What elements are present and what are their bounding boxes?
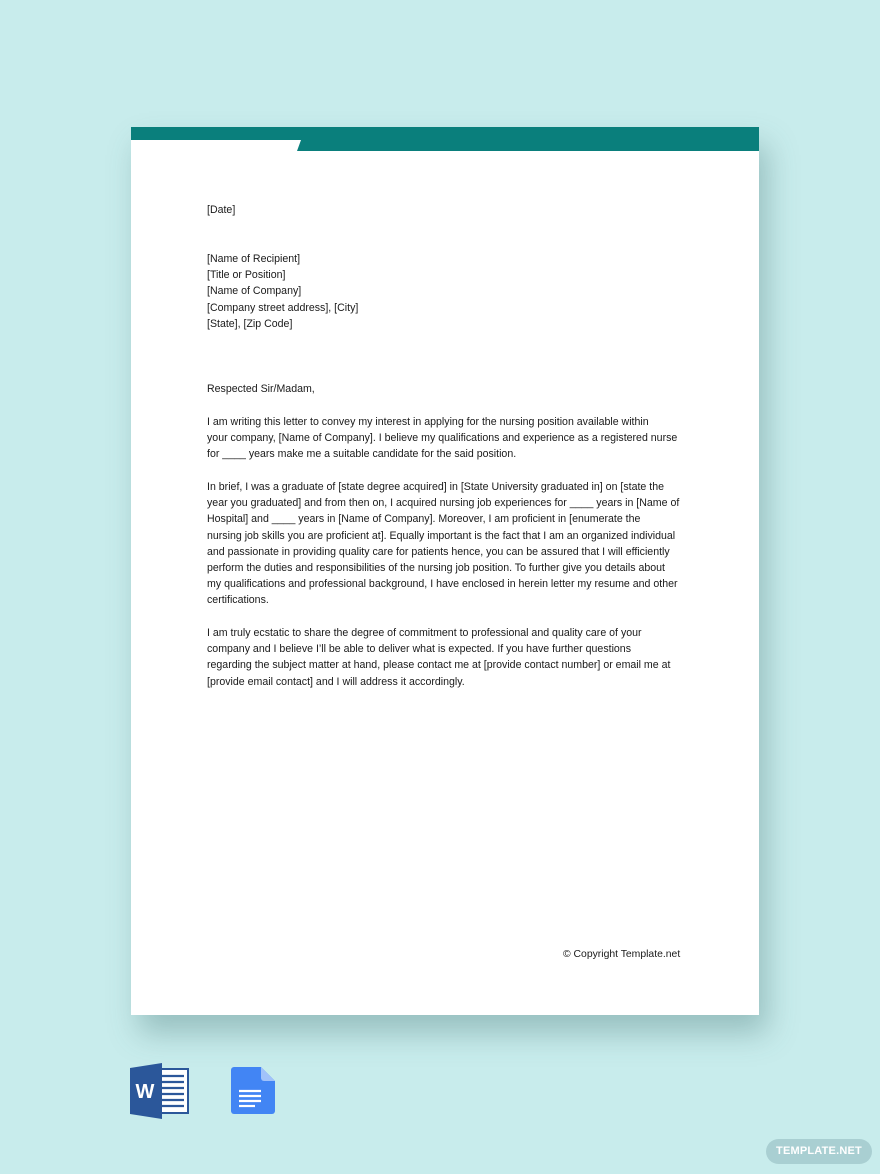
recipient-line: [Name of Company]: [207, 285, 302, 298]
letter-page: [131, 127, 759, 1015]
paragraph-1: [207, 414, 677, 463]
paragraph-line: regarding the subject matter at hand, please contact me at [provide contact number] or email me at: [207, 659, 671, 672]
paragraph-3: [207, 625, 670, 690]
salutation: Respected Sir/Madam,: [207, 383, 315, 395]
template-net-badge[interactable]: TEMPLATE.NET: [766, 1139, 872, 1164]
recipient-line: [State], [Zip Code]: [207, 317, 293, 330]
word-letter: W: [135, 1081, 155, 1103]
date-field: [Date]: [207, 204, 236, 216]
recipient-line: [Name of Recipient]: [207, 253, 301, 265]
paragraph-line: year you graduated] and from then on, I acquired nursing job experiences for ____ years in [Name of: [207, 497, 680, 510]
paragraph-line: I am truly ecstatic to share the degree of commitment to professional and quality care of your: [207, 627, 642, 639]
paragraph-line: [provide email contact] and I will address it accordingly.: [207, 675, 465, 688]
paragraph-line: and passionate in providing quality care for patients hence, you can be assured that I will efficiently: [207, 545, 670, 558]
recipient-block: [207, 251, 358, 332]
paragraph-2: [207, 479, 679, 609]
paragraph-line: my qualifications and professional background, I have enclosed in herein letter my resume and other: [207, 578, 678, 591]
paragraph-line: perform the duties and responsibilities of the nursing job position. To further give you details about: [207, 562, 665, 575]
paragraph-line: company and I believe I’ll be able to deliver what is expected. If you have further questions: [207, 643, 631, 656]
paragraph-line: your company, [Name of Company]. I believe my qualifications and experience as a registered nurse: [207, 432, 678, 445]
paragraph-line: certifications.: [207, 594, 269, 607]
paragraph-line: I am writing this letter to convey my interest in applying for the nursing position available within: [207, 416, 649, 428]
paragraph-line: Hospital] and ____ years in [Name of Company]. Moreover, I am proficient in [enumerate the: [207, 513, 641, 526]
paragraph-line: In brief, I was a graduate of [state degree acquired] in [State University graduated in] on [state the: [207, 481, 664, 493]
header-band: [131, 127, 759, 151]
google-docs-icon[interactable]: [231, 1067, 275, 1114]
paragraph-line: for ____ years make me a suitable candidate for the said position.: [207, 448, 517, 461]
recipient-line: [Title or Position]: [207, 269, 286, 282]
ms-word-icon[interactable]: [130, 1063, 190, 1119]
paragraph-line: nursing job skills you are proficient at]. Equally important is the fact that I am an organized individual: [207, 529, 676, 542]
recipient-line: [Company street address], [City]: [207, 301, 359, 314]
copyright-notice: © Copyright Template.net: [563, 949, 681, 960]
